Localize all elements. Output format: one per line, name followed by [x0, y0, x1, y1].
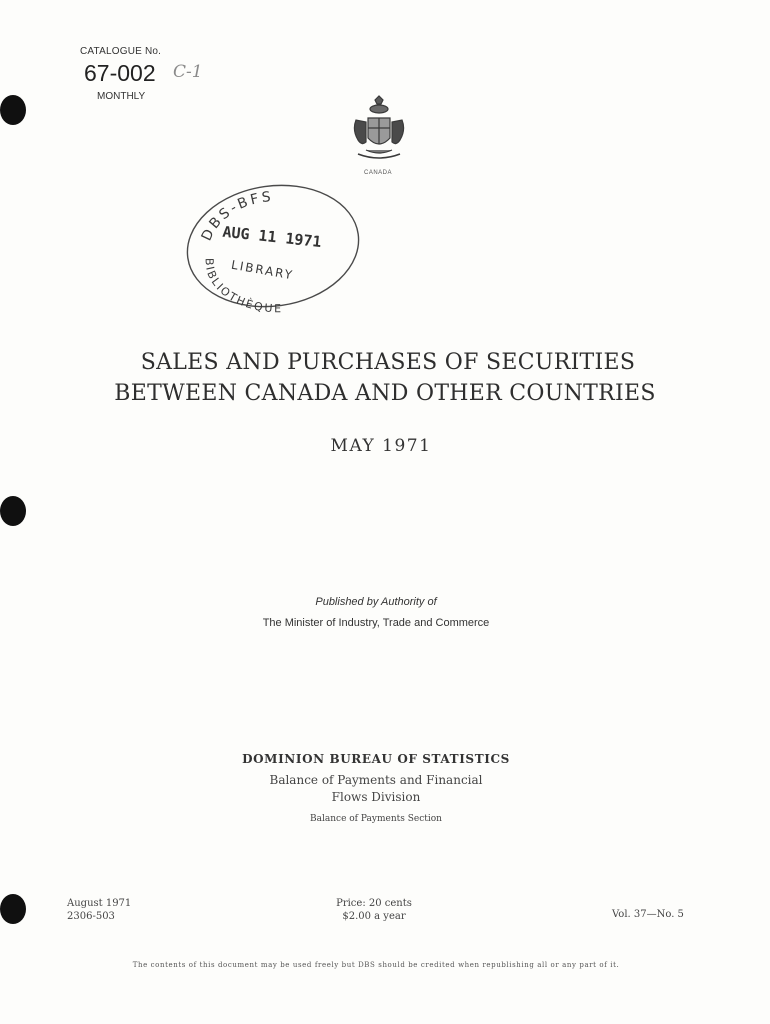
- coat-of-arms-icon: [348, 94, 410, 166]
- catalogue-number: 67-002: [84, 60, 156, 86]
- library-stamp: [178, 180, 368, 315]
- stamp-top-text: DBS-BFS: [198, 188, 275, 244]
- binder-hole-middle: [0, 496, 26, 526]
- section-name: Balance of Payments Section: [310, 814, 442, 824]
- bureau-name: DOMINION BUREAU OF STATISTICS: [242, 752, 510, 766]
- catalogue-label: CATALOGUE No.: [80, 46, 162, 57]
- price: Price: 20 cents: [336, 898, 412, 909]
- crest-caption: CANADA: [363, 170, 392, 176]
- division-line-2: Flows Division: [331, 790, 421, 804]
- publication-date: August 1971: [67, 898, 132, 909]
- stamp-line-1: LIBRARY: [230, 257, 296, 283]
- publisher-line-1: Published by Authority of: [315, 596, 437, 608]
- title-line-1: SALES AND PURCHASES OF SECURITIES: [140, 350, 636, 375]
- binder-hole-top: [0, 95, 26, 125]
- annual-price: $2.00 a year: [342, 911, 406, 922]
- stamp-line-2: BIBLIOTHÈQUE: [202, 257, 284, 315]
- volume-number: Vol. 37—No. 5: [612, 909, 684, 920]
- frequency-label: MONTHLY: [97, 91, 146, 102]
- issue-date: MAY 1971: [330, 436, 432, 456]
- handwritten-note: C-1: [173, 62, 203, 82]
- title-line-2: BETWEEN CANADA AND OTHER COUNTRIES: [114, 381, 656, 406]
- publisher-line-2: The Minister of Industry, Trade and Commerce: [262, 617, 490, 629]
- copyright-notice: The contents of this document may be used freely but DBS should be credited when republishing all or any part of it.: [132, 961, 620, 969]
- stamp-date: AUG 11 1971: [221, 222, 323, 252]
- publication-code: 2306-503: [67, 911, 115, 922]
- division-line-1: Balance of Payments and Financial: [269, 773, 483, 787]
